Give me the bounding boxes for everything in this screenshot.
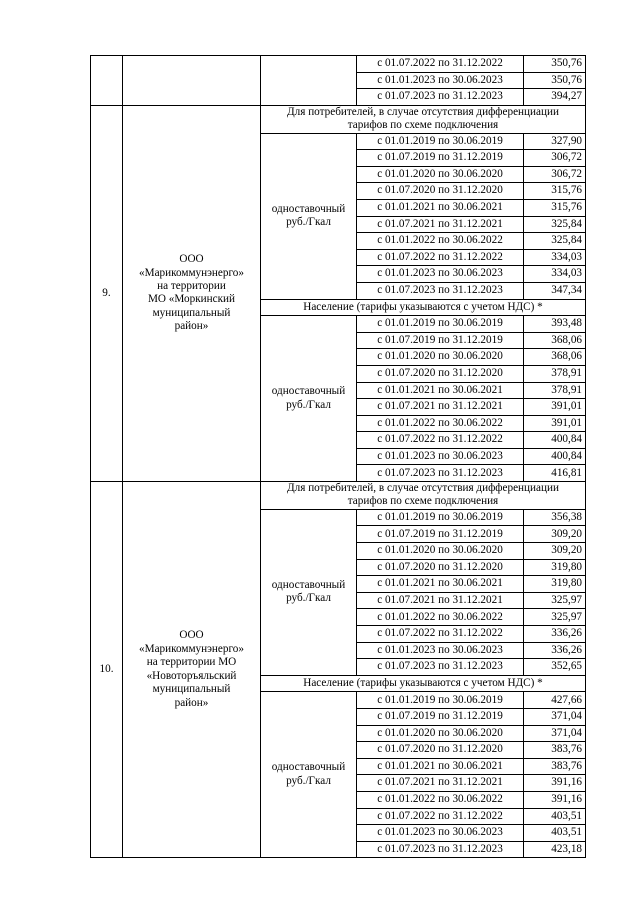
- period-cell: с 01.01.2019 по 30.06.2019: [357, 692, 524, 709]
- price-cell: 356,38: [524, 509, 586, 526]
- period-cell: с 01.01.2019 по 30.06.2019: [357, 133, 524, 150]
- row-number-cell: 10.: [91, 482, 123, 858]
- organization-line: муниципальный: [152, 306, 231, 319]
- price-cell: 319,80: [524, 559, 586, 576]
- period-cell: с 01.07.2023 по 31.12.2023: [357, 659, 524, 676]
- period-cell: с 01.07.2021 по 31.12.2021: [357, 216, 524, 233]
- period-cell: с 01.07.2021 по 31.12.2021: [357, 775, 524, 792]
- period-cell: с 01.01.2019 по 30.06.2019: [357, 509, 524, 526]
- tariff-table-body: [91, 56, 586, 858]
- period-cell: с 01.07.2021 по 31.12.2021: [357, 399, 524, 416]
- organization-line: ООО: [179, 629, 204, 642]
- price-cell: 423,18: [524, 841, 586, 858]
- organization-line: муниципальный: [152, 683, 231, 696]
- period-cell: с 01.07.2020 по 31.12.2020: [357, 183, 524, 200]
- row-number-cell: [91, 56, 123, 106]
- period-cell: с 01.01.2021 по 30.06.2021: [357, 199, 524, 216]
- price-cell: 336,26: [524, 626, 586, 643]
- period-cell: с 01.01.2021 по 30.06.2021: [357, 758, 524, 775]
- period-cell: с 01.01.2022 по 30.06.2022: [357, 415, 524, 432]
- price-cell: 350,76: [524, 72, 586, 89]
- organization-cell: [123, 482, 261, 858]
- price-cell: 325,97: [524, 609, 586, 626]
- price-cell: 306,72: [524, 166, 586, 183]
- price-cell: 391,01: [524, 415, 586, 432]
- price-cell: 319,80: [524, 576, 586, 593]
- period-cell: с 01.07.2023 по 31.12.2023: [357, 841, 524, 858]
- price-cell: 391,01: [524, 399, 586, 416]
- period-cell: с 01.07.2021 по 31.12.2021: [357, 592, 524, 609]
- price-cell: 315,76: [524, 183, 586, 200]
- tariff-type-line: руб./Гкал: [286, 592, 331, 605]
- organization-line: МО «Моркинский: [147, 293, 236, 306]
- price-cell: 371,04: [524, 709, 586, 726]
- tariff-type-cell: [261, 133, 357, 299]
- price-cell: 393,48: [524, 316, 586, 333]
- price-cell: 378,91: [524, 382, 586, 399]
- price-cell: 336,26: [524, 642, 586, 659]
- price-cell: 352,65: [524, 659, 586, 676]
- group-header-row: [91, 482, 586, 510]
- price-cell: 371,04: [524, 725, 586, 742]
- price-cell: 400,84: [524, 448, 586, 465]
- organization-line: «Новоторъяльский: [146, 669, 237, 682]
- period-cell: с 01.07.2019 по 31.12.2019: [357, 526, 524, 543]
- tariff-type-cell: [261, 692, 357, 858]
- tariff-type-line: одноставочный: [271, 202, 346, 215]
- period-cell: с 01.07.2022 по 31.12.2022: [357, 808, 524, 825]
- price-cell: 315,76: [524, 199, 586, 216]
- period-cell: с 01.07.2020 по 31.12.2020: [357, 365, 524, 382]
- price-cell: 350,76: [524, 56, 586, 73]
- price-cell: 325,97: [524, 592, 586, 609]
- period-cell: с 01.07.2020 по 31.12.2020: [357, 559, 524, 576]
- organization-line: «Марикоммунэнерго»: [139, 642, 244, 655]
- organization-cell: [123, 105, 261, 481]
- price-cell: 368,06: [524, 349, 586, 366]
- organization-line: район»: [174, 696, 209, 709]
- period-cell: с 01.01.2023 по 30.06.2023: [357, 642, 524, 659]
- price-cell: 327,90: [524, 133, 586, 150]
- price-cell: 347,34: [524, 282, 586, 299]
- group-header-line: Для потребителей, в случае отсутствия дифференциации: [287, 482, 559, 495]
- price-cell: 391,16: [524, 775, 586, 792]
- price-cell: 334,03: [524, 249, 586, 266]
- price-cell: 325,84: [524, 216, 586, 233]
- period-cell: с 01.07.2022 по 31.12.2022: [357, 626, 524, 643]
- price-cell: 383,76: [524, 758, 586, 775]
- organization-line: на территории МО: [146, 656, 237, 669]
- price-cell: 378,91: [524, 365, 586, 382]
- price-cell: 306,72: [524, 150, 586, 167]
- period-cell: с 01.01.2023 по 30.06.2023: [357, 72, 524, 89]
- period-cell: с 01.07.2022 по 31.12.2022: [357, 432, 524, 449]
- group-header-line: тарифов по схеме подключения: [347, 495, 499, 508]
- period-cell: с 01.07.2019 по 31.12.2019: [357, 150, 524, 167]
- tariff-type-line: одноставочный: [271, 761, 346, 774]
- tariff-type-line: руб./Гкал: [286, 216, 331, 229]
- group-header-line: тарифов по схеме подключения: [347, 119, 499, 132]
- period-cell: с 01.07.2023 по 31.12.2023: [357, 89, 524, 106]
- price-cell: 368,06: [524, 332, 586, 349]
- period-cell: с 01.01.2023 по 30.06.2023: [357, 448, 524, 465]
- organization-line: ООО: [179, 253, 204, 266]
- price-cell: 427,66: [524, 692, 586, 709]
- group-header-line: Для потребителей, в случае отсутствия дифференциации: [287, 105, 559, 118]
- price-cell: 391,16: [524, 791, 586, 808]
- period-cell: с 01.01.2022 по 30.06.2022: [357, 609, 524, 626]
- price-cell: 400,84: [524, 432, 586, 449]
- period-cell: с 01.01.2023 по 30.06.2023: [357, 266, 524, 283]
- price-cell: 416,81: [524, 465, 586, 482]
- period-cell: с 01.01.2022 по 30.06.2022: [357, 791, 524, 808]
- organization-line: «Марикоммунэнерго»: [139, 266, 244, 279]
- price-cell: 394,27: [524, 89, 586, 106]
- period-cell: с 01.01.2023 по 30.06.2023: [357, 825, 524, 842]
- price-cell: 383,76: [524, 742, 586, 759]
- period-cell: с 01.07.2019 по 31.12.2019: [357, 709, 524, 726]
- period-cell: с 01.07.2022 по 31.12.2022: [357, 249, 524, 266]
- group-header-line: Население (тарифы указываются с учетом НДС) *: [303, 676, 543, 689]
- tariff-group-header: [261, 105, 586, 133]
- price-cell: 309,20: [524, 543, 586, 560]
- price-cell: 325,84: [524, 233, 586, 250]
- period-cell: с 01.07.2019 по 31.12.2019: [357, 332, 524, 349]
- tariff-type-cell: [261, 316, 357, 482]
- period-cell: с 01.01.2020 по 30.06.2020: [357, 349, 524, 366]
- tariff-type-cell: [261, 56, 357, 106]
- period-cell: с 01.01.2019 по 30.06.2019: [357, 316, 524, 333]
- period-cell: с 01.07.2020 по 31.12.2020: [357, 742, 524, 759]
- group-header-row: [91, 105, 586, 133]
- period-cell: с 01.07.2023 по 31.12.2023: [357, 282, 524, 299]
- tariff-type-line: руб./Гкал: [286, 398, 331, 411]
- tariff-type-line: одноставочный: [271, 578, 346, 591]
- period-cell: с 01.01.2020 по 30.06.2020: [357, 725, 524, 742]
- group-header-line: Население (тарифы указываются с учетом НДС) *: [303, 300, 543, 313]
- tariff-group-header: [261, 299, 586, 316]
- period-cell: с 01.07.2023 по 31.12.2023: [357, 465, 524, 482]
- tariff-type-line: руб./Гкал: [286, 774, 331, 787]
- period-cell: с 01.01.2021 по 30.06.2021: [357, 576, 524, 593]
- period-cell: с 01.01.2020 по 30.06.2020: [357, 166, 524, 183]
- tariff-group-header: [261, 675, 586, 692]
- organization-line: район»: [174, 320, 209, 333]
- tariff-type-line: одноставочный: [271, 385, 346, 398]
- tariff-type-cell: [261, 509, 357, 675]
- period-cell: с 01.01.2020 по 30.06.2020: [357, 543, 524, 560]
- price-cell: 334,03: [524, 266, 586, 283]
- tariff-table: [90, 55, 586, 858]
- period-cell: с 01.01.2022 по 30.06.2022: [357, 233, 524, 250]
- price-cell: 309,20: [524, 526, 586, 543]
- period-cell: с 01.01.2021 по 30.06.2021: [357, 382, 524, 399]
- tariff-row: [91, 56, 586, 73]
- tariff-group-header: [261, 482, 586, 510]
- period-cell: с 01.07.2022 по 31.12.2022: [357, 56, 524, 73]
- organization-cell: [123, 56, 261, 106]
- organization-line: на территории: [157, 280, 226, 293]
- price-cell: 403,51: [524, 825, 586, 842]
- row-number-cell: 9.: [91, 105, 123, 481]
- price-cell: 403,51: [524, 808, 586, 825]
